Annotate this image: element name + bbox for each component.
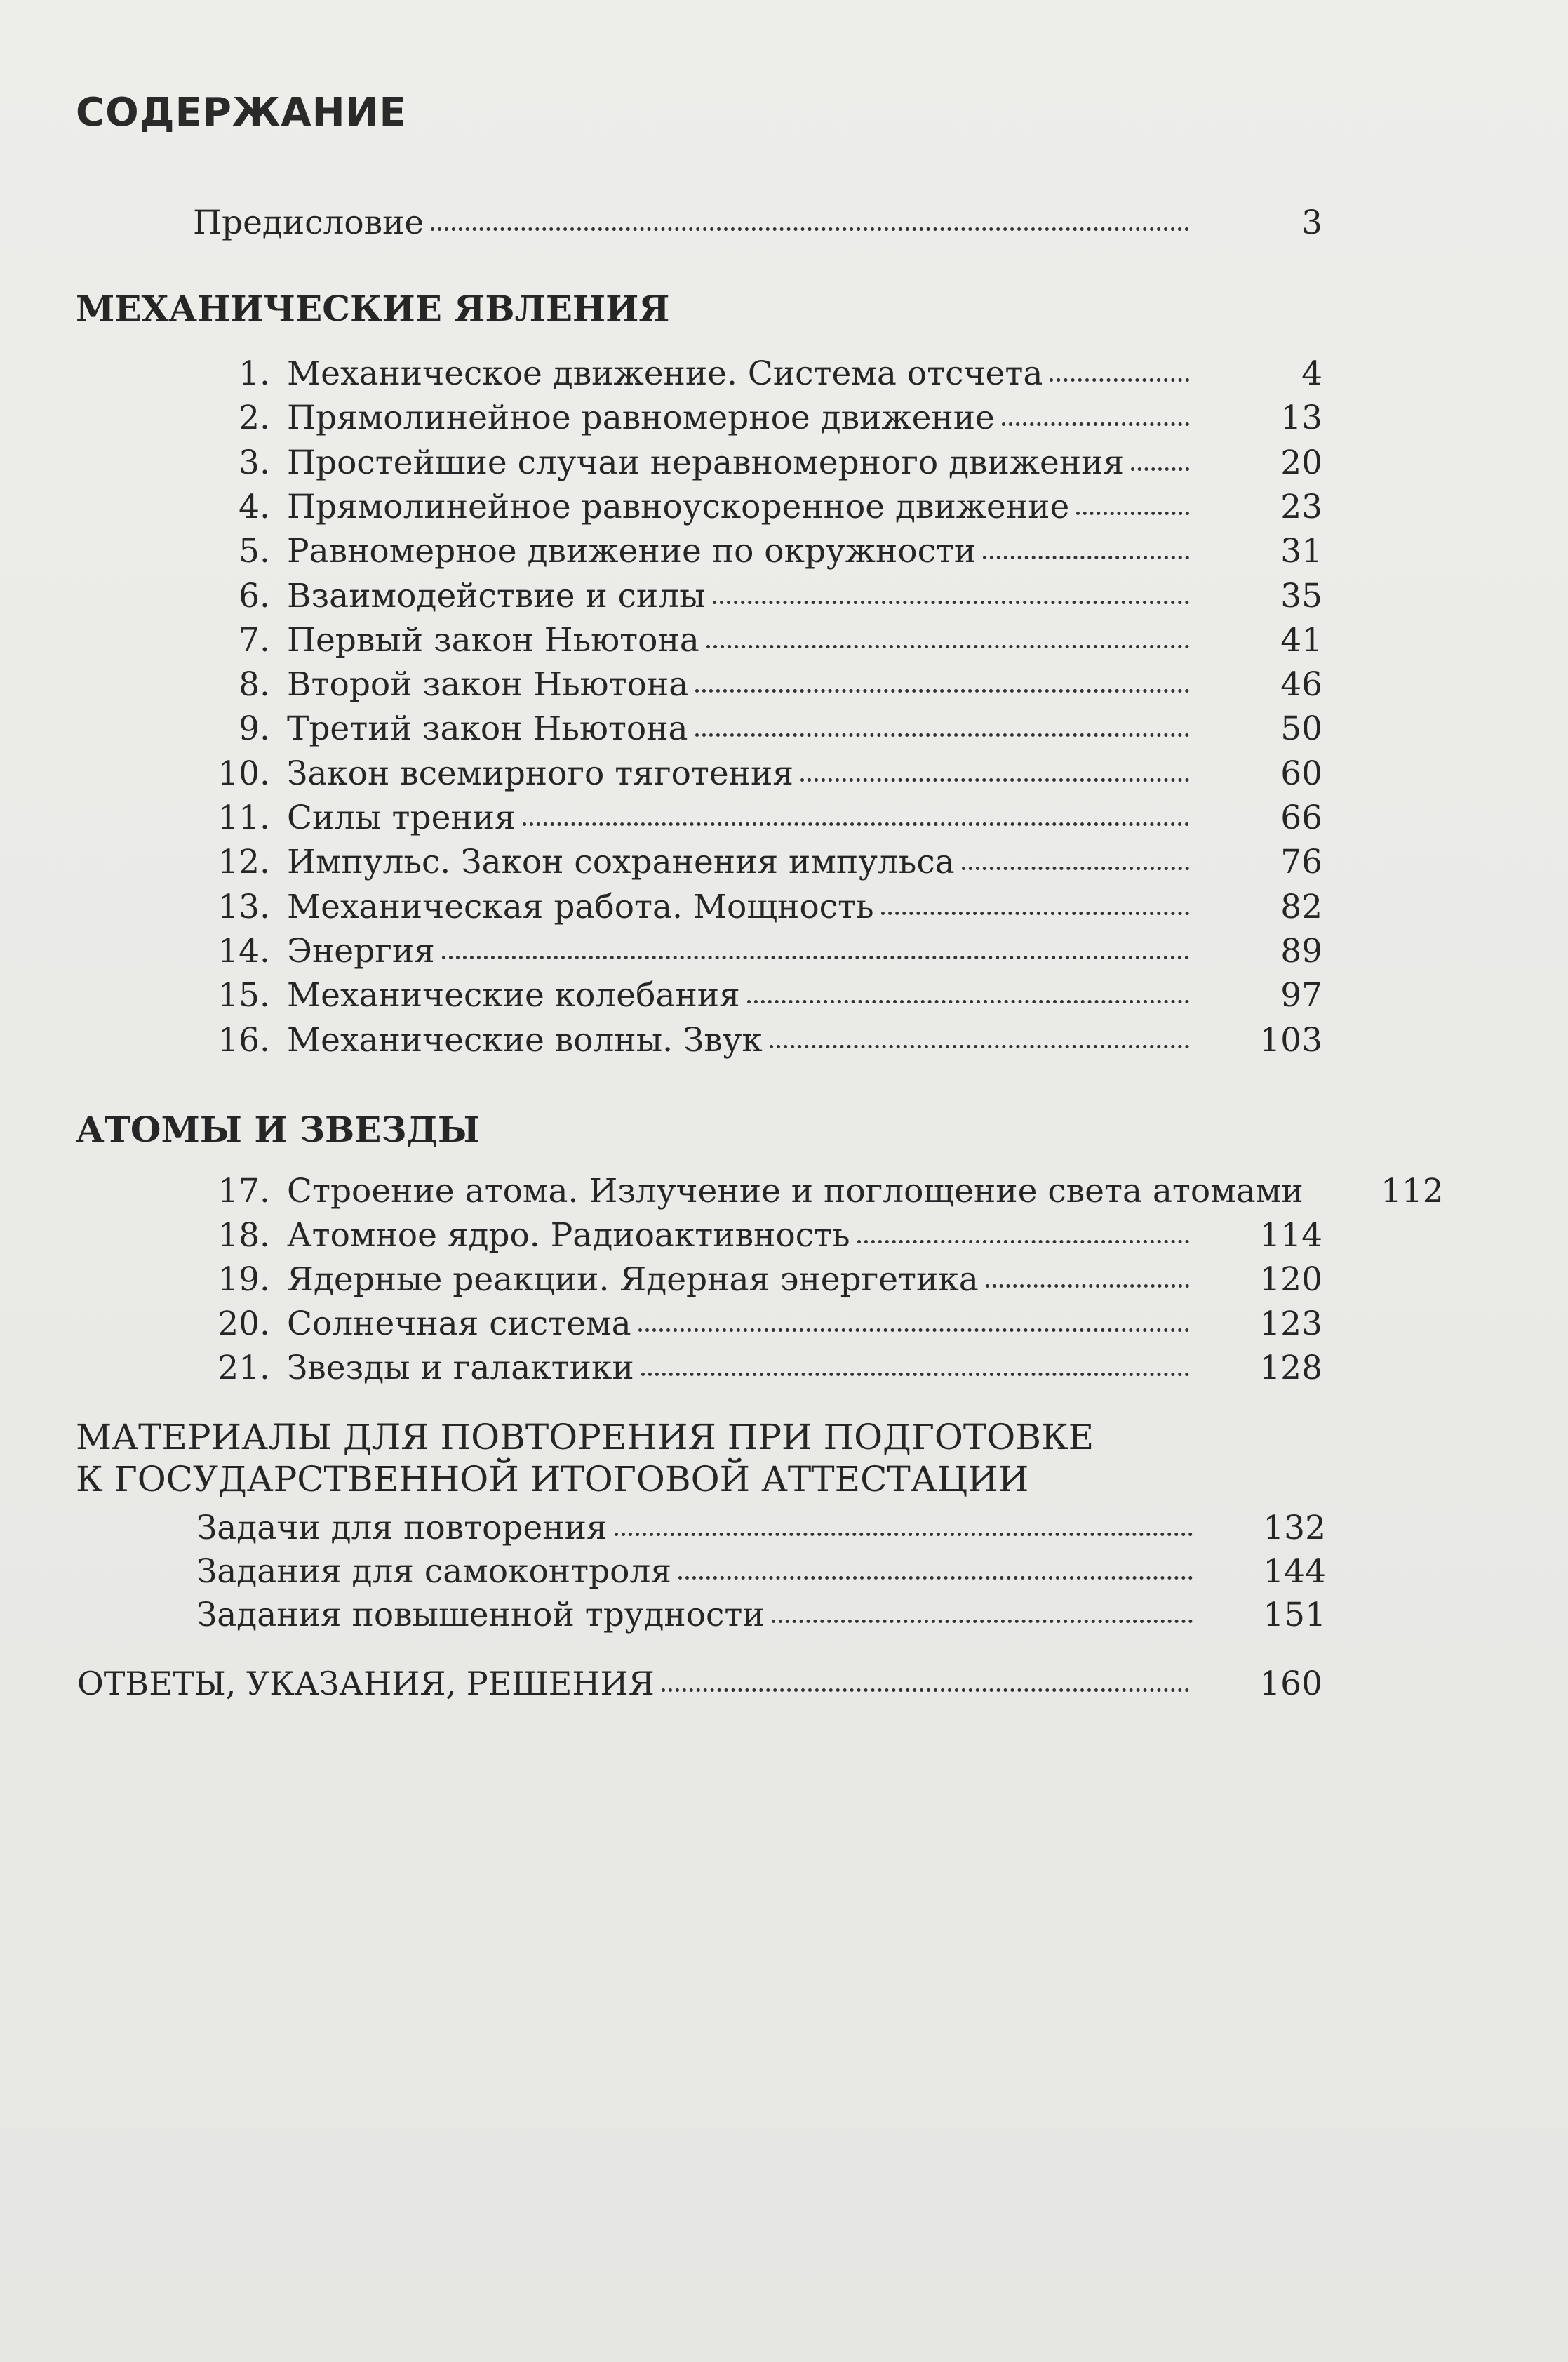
- dot-leader: [678, 1569, 1193, 1580]
- toc-entry-label: Импульс. Закон сохранения импульса: [287, 843, 955, 882]
- dot-leader: [431, 220, 1189, 231]
- toc-page-number: 144: [1263, 1552, 1326, 1591]
- toc-entry-number: 2.: [239, 399, 270, 438]
- toc-entry: [193, 754, 1322, 798]
- toc-entry-number: 20.: [217, 1305, 270, 1343]
- dot-leader: [713, 594, 1190, 604]
- dot-leader: [442, 949, 1189, 959]
- toc-page-number: 103: [1259, 1020, 1322, 1060]
- toc-entry-number: 19.: [217, 1260, 270, 1299]
- toc-entry-number: 8.: [239, 665, 270, 705]
- toc-page-number: 82: [1280, 887, 1322, 926]
- toc-entry: [193, 709, 1322, 753]
- toc-entry: [193, 665, 1322, 709]
- toc-entry-label: Предисловие: [193, 203, 424, 242]
- toc-page-number: 89: [1280, 931, 1322, 970]
- toc-page-number: 76: [1280, 843, 1322, 882]
- toc-page-number: 66: [1280, 799, 1322, 837]
- toc-entry-label: Задачи для повторения: [196, 1509, 608, 1547]
- toc-entry: [193, 577, 1322, 620]
- dot-leader: [770, 1038, 1189, 1048]
- toc-entry-label: Солнечная система: [287, 1305, 631, 1343]
- toc-entry: [193, 488, 1322, 531]
- toc-entry-number: 1.: [239, 354, 270, 393]
- toc-entry: [193, 443, 1322, 487]
- toc-entry: [196, 1596, 1326, 1639]
- dot-leader: [747, 993, 1189, 1003]
- toc-entry-label: ОТВЕТЫ, УКАЗАНИЯ, РЕШЕНИЯ: [77, 1664, 655, 1702]
- dot-leader: [772, 1613, 1193, 1623]
- toc-entry-label: Механические колебания: [287, 976, 740, 1015]
- dot-leader: [881, 905, 1189, 915]
- dot-leader: [641, 1366, 1189, 1376]
- toc-entry-label: Строение атома. Излучение и поглощение света атомами: [287, 1172, 1304, 1210]
- toc-page-number: 120: [1259, 1260, 1322, 1299]
- toc-entry-number: 3.: [239, 443, 270, 482]
- section-title-review-line1: МАТЕРИАЛЫ ДЛЯ ПОВТОРЕНИЯ ПРИ ПОДГОТОВКЕ: [76, 1417, 1094, 1457]
- toc-entry-number: 21.: [217, 1349, 270, 1387]
- toc-page-number: 35: [1280, 576, 1322, 615]
- dot-leader: [695, 682, 1189, 693]
- toc-entry-label: Атомное ядро. Радиоактивность: [287, 1216, 850, 1255]
- dot-leader: [695, 726, 1189, 737]
- dot-leader: [523, 815, 1189, 826]
- toc-entry: [193, 399, 1322, 442]
- toc-entry: [193, 843, 1322, 886]
- toc-page-number: 50: [1280, 709, 1322, 749]
- dot-leader: [1050, 371, 1189, 382]
- dot-leader: [1002, 415, 1189, 426]
- dot-leader: [986, 1277, 1189, 1288]
- toc-entry-label: Взаимодействие и силы: [287, 576, 706, 615]
- toc-entry-number: 4.: [239, 487, 270, 526]
- toc-entry-number: 18.: [217, 1216, 270, 1255]
- toc-entry-label: Прямолинейное равноускоренное движение: [287, 487, 1070, 526]
- toc-entry: [193, 1216, 1322, 1260]
- toc-entry-label: Задания для самоконтроля: [196, 1552, 671, 1591]
- toc-entry: [193, 1172, 1444, 1215]
- toc-entry-number: 5.: [239, 532, 270, 571]
- toc-page-number: 151: [1263, 1596, 1326, 1634]
- toc-page-number: 128: [1259, 1349, 1322, 1387]
- toc-entry: [193, 1260, 1322, 1304]
- toc-page-number: 60: [1280, 754, 1322, 793]
- page-title: СОДЕРЖАНИЕ: [76, 90, 407, 135]
- toc-entry: [196, 1509, 1326, 1552]
- toc-page-number: 123: [1259, 1305, 1322, 1343]
- dot-leader: [1076, 505, 1189, 515]
- toc-page-number: 114: [1259, 1216, 1322, 1255]
- dot-leader: [857, 1233, 1189, 1243]
- toc-page-number: 23: [1280, 487, 1322, 526]
- toc-entry: [193, 888, 1322, 931]
- toc-page-number: 41: [1280, 620, 1322, 660]
- toc-entry: [193, 532, 1322, 575]
- toc-entry-number: 11.: [217, 799, 270, 837]
- toc-entry: [193, 976, 1322, 1020]
- section-title-review-line2: К ГОСУДАРСТВЕННОЙ ИТОГОВОЙ АТТЕСТАЦИИ: [76, 1459, 1029, 1500]
- section-title-atoms: АТОМЫ И ЗВЕЗДЫ: [76, 1109, 481, 1150]
- toc-entry: [193, 1349, 1322, 1392]
- toc-page-number: 46: [1280, 665, 1322, 705]
- toc-page-number: 160: [1259, 1664, 1322, 1703]
- toc-entry-label: Второй закон Ньютона: [287, 665, 689, 705]
- toc-entry-label: Закон всемирного тяготения: [287, 754, 793, 793]
- toc-entry-number: 12.: [217, 843, 270, 882]
- toc-entry: [193, 1305, 1322, 1348]
- toc-entry-label: Третий закон Ньютона: [287, 709, 688, 749]
- toc-entry-label: Прямолинейное равномерное движение: [287, 399, 995, 438]
- toc-page-number: 20: [1280, 443, 1322, 482]
- toc-entry-number: 10.: [217, 754, 270, 793]
- toc-entry-preface: [193, 203, 1322, 247]
- toc-entry-answers: [77, 1664, 1322, 1708]
- toc-entry-label: Энергия: [287, 931, 435, 970]
- dot-leader: [983, 549, 1189, 559]
- toc-entry: [193, 932, 1322, 975]
- toc-entry-label: Силы трения: [287, 799, 516, 837]
- toc-entry-number: 14.: [217, 931, 270, 970]
- dot-leader: [615, 1526, 1193, 1536]
- toc-page-number: 4: [1301, 354, 1322, 393]
- toc-entry-label: Ядерные реакции. Ядерная энергетика: [287, 1260, 979, 1299]
- toc-entry-number: 15.: [217, 976, 270, 1015]
- toc-page-number: 3: [1301, 203, 1322, 242]
- toc-entry-label: Первый закон Ньютона: [287, 620, 699, 660]
- toc-entry-label: Механические волны. Звук: [287, 1020, 763, 1060]
- toc-entry: [196, 1552, 1326, 1596]
- toc-page-number: 13: [1280, 399, 1322, 438]
- toc-entry-number: 17.: [217, 1172, 270, 1210]
- toc-page-number: 97: [1280, 976, 1322, 1015]
- toc-page-number: 132: [1263, 1509, 1326, 1547]
- toc-entry-number: 16.: [217, 1020, 270, 1060]
- toc-entry-label: Равномерное движение по окружности: [287, 532, 977, 571]
- dot-leader: [1131, 460, 1189, 471]
- toc-entry-number: 9.: [239, 709, 270, 749]
- toc-entry-label: Простейшие случаи неравномерного движения: [287, 443, 1125, 482]
- dot-leader: [800, 771, 1189, 782]
- section-title-mechanics: МЕХАНИЧЕСКИЕ ЯВЛЕНИЯ: [76, 288, 670, 329]
- dot-leader: [706, 638, 1189, 648]
- toc-entry: [193, 621, 1322, 665]
- toc-page-number: 112: [1380, 1172, 1444, 1210]
- toc-entry-number: 6.: [239, 576, 270, 615]
- dot-leader: [638, 1321, 1189, 1332]
- toc-entry-number: 13.: [217, 887, 270, 926]
- dot-leader: [662, 1681, 1189, 1692]
- toc-entry-label: Механическое движение. Система отсчета: [287, 354, 1043, 393]
- toc-entry: [193, 354, 1322, 398]
- toc-entry: [193, 799, 1322, 842]
- toc-entry-number: 7.: [239, 620, 270, 660]
- toc-entry: [193, 1021, 1322, 1065]
- toc-entry-label: Задания повышенной трудности: [196, 1596, 765, 1634]
- toc-page-number: 31: [1280, 532, 1322, 571]
- toc-entry-label: Звезды и галактики: [287, 1349, 634, 1387]
- dot-leader: [962, 860, 1189, 870]
- toc-entry-label: Механическая работа. Мощность: [287, 887, 874, 926]
